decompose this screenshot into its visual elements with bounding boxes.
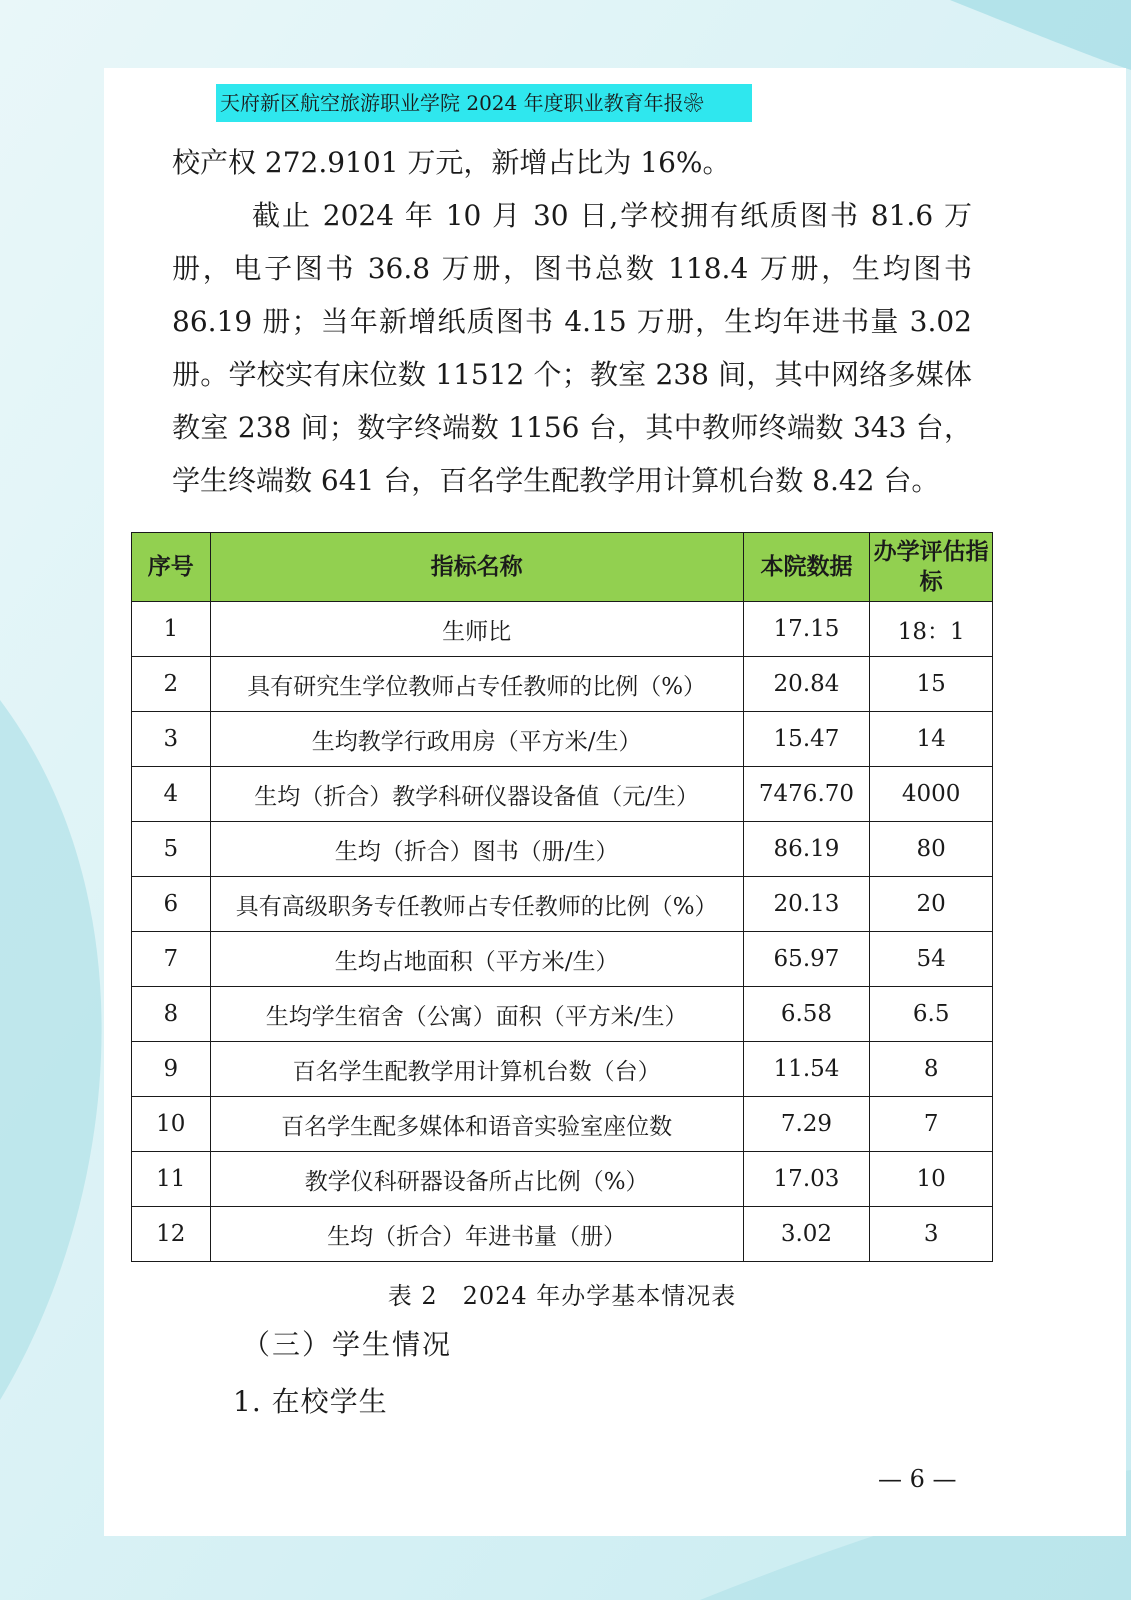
cell-standard: 7 <box>870 1097 993 1152</box>
cell-standard: 20 <box>870 877 993 932</box>
cell-standard: 8 <box>870 1042 993 1097</box>
subsection-heading: 1. 在校学生 <box>233 1385 388 1418</box>
cell-name: 生均学生宿舍（公寓）面积（平方米/生） <box>210 987 743 1042</box>
cell-name: 教学仪科研器设备所占比例（%） <box>210 1152 743 1207</box>
table-row <box>132 602 993 657</box>
cell-value: 20.84 <box>743 657 870 712</box>
cell-seq: 3 <box>132 712 211 767</box>
cell-name: 百名学生配多媒体和语音实验室座位数 <box>210 1097 743 1152</box>
table-row <box>132 1152 993 1207</box>
cell-value: 17.15 <box>743 602 870 657</box>
cell-standard: 4000 <box>870 767 993 822</box>
report-header-banner: 天府新区航空旅游职业学院 2024 年度职业教育年报❀ <box>216 84 752 122</box>
cell-name: 具有研究生学位教师占专任教师的比例（%） <box>210 657 743 712</box>
table-row <box>132 1207 993 1262</box>
table-body <box>132 602 993 1262</box>
table-row <box>132 877 993 932</box>
cell-value: 65.97 <box>743 932 870 987</box>
table-row <box>132 712 993 767</box>
header-seq: 序号 <box>132 533 211 602</box>
cell-standard: 18：1 <box>870 602 993 657</box>
table-row <box>132 657 993 712</box>
table-row <box>132 1042 993 1097</box>
cell-seq: 10 <box>132 1097 211 1152</box>
cell-seq: 1 <box>132 602 211 657</box>
section-heading: （三）学生情况 <box>242 1328 453 1361</box>
cell-name: 生均教学行政用房（平方米/生） <box>210 712 743 767</box>
cell-value: 86.19 <box>743 822 870 877</box>
table-row <box>132 987 993 1042</box>
cell-name: 生均占地面积（平方米/生） <box>210 932 743 987</box>
cell-seq: 9 <box>132 1042 211 1097</box>
cell-standard: 10 <box>870 1152 993 1207</box>
table-caption: 表 2 2024 年办学基本情况表 <box>387 1282 737 1310</box>
cell-standard: 15 <box>870 657 993 712</box>
table-header-row <box>132 533 993 602</box>
basic-info-table <box>131 532 993 1262</box>
paragraph: 校产权 272.9101 万元，新增占比为 16%。 <box>172 146 731 179</box>
cell-name: 生师比 <box>210 602 743 657</box>
cell-seq: 2 <box>132 657 211 712</box>
cell-value: 11.54 <box>743 1042 870 1097</box>
cell-name: 生均（折合）教学科研仪器设备值（元/生） <box>210 767 743 822</box>
page-number: — 6 — <box>878 1465 957 1493</box>
cell-standard: 3 <box>870 1207 993 1262</box>
cell-name: 具有高级职务专任教师占专任教师的比例（%） <box>210 877 743 932</box>
table-row <box>132 767 993 822</box>
cell-seq: 7 <box>132 932 211 987</box>
cell-standard: 14 <box>870 712 993 767</box>
cell-standard: 54 <box>870 932 993 987</box>
cell-name: 百名学生配教学用计算机台数（台） <box>210 1042 743 1097</box>
body-text <box>172 136 972 507</box>
cell-name: 生均（折合）年进书量（册） <box>210 1207 743 1262</box>
table-row <box>132 932 993 987</box>
cell-value: 7.29 <box>743 1097 870 1152</box>
cell-seq: 11 <box>132 1152 211 1207</box>
cell-seq: 6 <box>132 877 211 932</box>
cell-value: 7476.70 <box>743 767 870 822</box>
cell-value: 3.02 <box>743 1207 870 1262</box>
header-name: 指标名称 <box>210 533 743 602</box>
cell-standard: 80 <box>870 822 993 877</box>
header-value: 本院数据 <box>743 533 870 602</box>
cell-seq: 4 <box>132 767 211 822</box>
cell-value: 17.03 <box>743 1152 870 1207</box>
cell-seq: 12 <box>132 1207 211 1262</box>
cell-seq: 8 <box>132 987 211 1042</box>
cell-standard: 6.5 <box>870 987 993 1042</box>
cell-name: 生均（折合）图书（册/生） <box>210 822 743 877</box>
cell-value: 20.13 <box>743 877 870 932</box>
table-row <box>132 1097 993 1152</box>
table-row <box>132 822 993 877</box>
header-standard: 办学评估指标 <box>870 533 993 602</box>
cell-value: 15.47 <box>743 712 870 767</box>
cell-value: 6.58 <box>743 987 870 1042</box>
cell-seq: 5 <box>132 822 211 877</box>
paragraph: 截止 2024 年 10 月 30 日,学校拥有纸质图书 81.6 万册，电子图书 36.8 万册，图书总数 118.4 万册，生均图书 86.19 册；当年新增纸质图书 4.15 万册，生均年进书量 3.02 册。学校实有床位数 11512 个；教室 238 间，其中网络多媒体教室 238 间；数字终端数 1156 台，其中教师终端数 343 台，学生终端数 641 台，百名学生配教学用计算机台数 8.42 台。 <box>172 199 972 497</box>
